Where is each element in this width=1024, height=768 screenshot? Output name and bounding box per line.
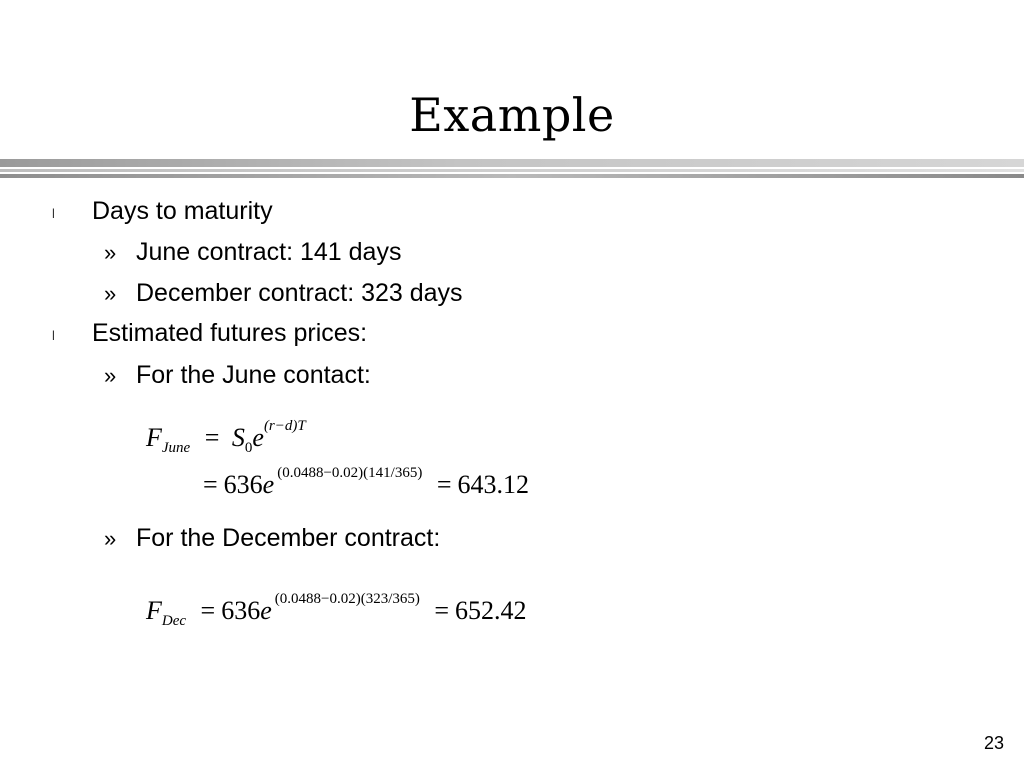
formula-december (146, 591, 527, 630)
sub-bullet-text: For the December contract: (136, 524, 441, 552)
formula-sub-dec: Dec (161, 613, 187, 629)
formula-june-line1 (146, 418, 306, 457)
formula-equals: = (204, 423, 220, 452)
sub-bullet-marker: » (104, 526, 117, 551)
sub-bullet-text: For the June contact: (136, 361, 371, 389)
formula-result: 652.42 (455, 596, 527, 625)
formula-equals: = (203, 470, 218, 499)
formula-e: e (260, 596, 272, 625)
formula-sub-zero: 0 (244, 440, 253, 456)
formula-exponent: (0.0488−0.02)(323/365) (274, 591, 420, 607)
page-number: 23 (983, 733, 1004, 753)
sub-bullet-marker: » (104, 281, 117, 306)
formula-e: e (262, 470, 275, 499)
bullet-marker: l (52, 328, 55, 343)
formula-exponent: (0.0488−0.02)(141/365) (277, 465, 423, 481)
title-divider-middle (0, 169, 1024, 172)
formula-equals: = (434, 596, 450, 625)
formula-sub-june: June (161, 440, 191, 456)
title-divider-bottom (0, 174, 1024, 178)
sub-bullet-june-contract (104, 238, 401, 267)
title-divider-top (0, 159, 1024, 167)
formula-var-s: S (231, 423, 245, 452)
formula-result: 643.12 (457, 470, 529, 499)
formula-coefficient: 636 (223, 470, 263, 499)
sub-bullet-text: December contract: 323 days (136, 279, 463, 307)
formula-equals: = (436, 470, 452, 499)
sub-bullet-marker: » (104, 240, 117, 265)
sub-bullet-december-contract-formula (104, 524, 440, 553)
formula-var-f: F (146, 596, 162, 625)
formula-coefficient: 636 (221, 596, 261, 625)
sub-bullet-december-contract (104, 279, 463, 308)
sub-bullet-marker: » (104, 363, 117, 388)
formula-equals: = (200, 596, 216, 625)
formula-e: e (252, 423, 264, 452)
bullet-estimated-futures-prices: Estimated futures prices: (92, 319, 368, 347)
slide-title: Example (409, 88, 615, 142)
bullet-days-to-maturity: Days to maturity (92, 197, 273, 225)
formula-exponent: (r−d)T (263, 418, 306, 434)
formula-june-line2 (203, 465, 529, 500)
sub-bullet-june-contact (104, 361, 371, 390)
formula-var-f: F (146, 423, 162, 452)
sub-bullet-text: June contract: 141 days (136, 238, 402, 266)
bullet-marker: l (52, 206, 55, 221)
